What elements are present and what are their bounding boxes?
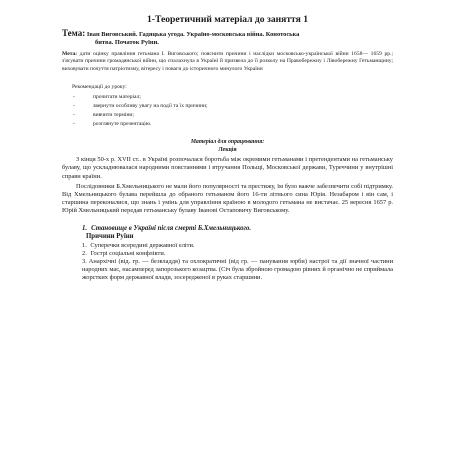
topic-text-continued: битва. Початок Руїни. — [95, 39, 159, 46]
list-item-number: 3. — [82, 258, 87, 266]
material-title: Матеріал для опрацювання: — [190, 139, 265, 146]
list-item — [82, 258, 393, 283]
list-item-text: вивчити терміни; — [93, 112, 134, 119]
list-item-text: Суперечки всередині державної еліти. — [90, 241, 195, 249]
body-paragraph: Послідовники Б.Хмельницького не мали його популярності та престижу, їм було важче забезпечити собі підтримку. Від Хмельницького булава перейшла до обраного гетьманом його 16-ти літнього сина Юрія. Незабаром і він сам, і старшина переконалися, що знань і умінь для управління країною в молодого гетьмана не вистачає. 25 вересня 1657 р. Юрій Хмельницький передав гетьманську булаву Іванові Остаповичу Виговському. — [62, 182, 393, 215]
lecture-title: Лекція — [218, 147, 237, 154]
bullet-dash: - — [73, 94, 75, 101]
list-item-number: 2. — [82, 249, 87, 257]
list-item — [82, 250, 393, 258]
list-item-text: Анархічні (від. гр. — безвладдя) та охлократичні (від гр. — панування юрби) настрої та дії значної частини народних мас, насамперед запорозького козацтва. (Січ була збройною громадою рівних й органічно не сприймала жорстких форм державної влади, зосередженої в руках старшини. — [82, 258, 393, 282]
causes-list — [62, 242, 393, 283]
topic-label: Тема: — [62, 28, 86, 38]
bullet-dash: - — [73, 112, 75, 119]
body-paragraph: З кінця 50-х р. XVII ст.. в Україні розпочалася боротьба між окремими гетьманами і претендентами на гетьманську булаву, що ускладнювалася народними повстаннями і втручання Польщі, Московської держави, Туреччини у внутрішні справи країни. — [62, 156, 393, 180]
bullet-dash: - — [73, 103, 75, 110]
section-heading — [62, 225, 393, 234]
document-title: 1-Теоретичний матеріал до заняття 1 — [146, 14, 309, 25]
list-item-text: Гострі соціальні конфлікти. — [90, 249, 166, 257]
list-item — [73, 111, 393, 120]
goal-paragraph — [62, 51, 393, 73]
topic-text: Іван Виговський. Гадяцька угода. Україно-московська війна. Конотоська — [86, 31, 300, 38]
list-item-text: розглянуте презентацію. — [93, 121, 152, 128]
list-item — [73, 120, 393, 129]
bullet-dash: - — [73, 121, 75, 128]
recommendations-title: Рекомендації до уроку: — [72, 83, 127, 90]
causes-heading: Причини Руїни — [86, 233, 134, 241]
list-item-text: прочитати матеріал; — [93, 94, 141, 101]
goal-label: Мета: — [62, 51, 78, 57]
list-item — [82, 242, 393, 250]
topic-line — [62, 29, 393, 39]
goal-text: дати оцінку правління гетьмана І. Виговського; пояснити причини і наслідки московсько-української війни 1658— 1659 рр.; з'ясувати причини громадянської війни, що спалахнула в Україні й призвела до її розколу на Правобережну і Лівобережну Гетьманщину; виховувати почуття патріотизму, вітересу і поваги до історичного минулого України — [62, 51, 393, 72]
recommendations-list — [62, 93, 393, 129]
list-item-number: 1. — [82, 241, 87, 249]
section-heading-text: Становище в Україні після смерті Б.Хмельницького. — [91, 224, 252, 232]
list-item — [73, 102, 393, 111]
list-item-text: звернути особливу увагу на події та їх причини; — [93, 103, 208, 110]
section-number: 1. — [82, 224, 88, 232]
list-item — [73, 93, 393, 102]
